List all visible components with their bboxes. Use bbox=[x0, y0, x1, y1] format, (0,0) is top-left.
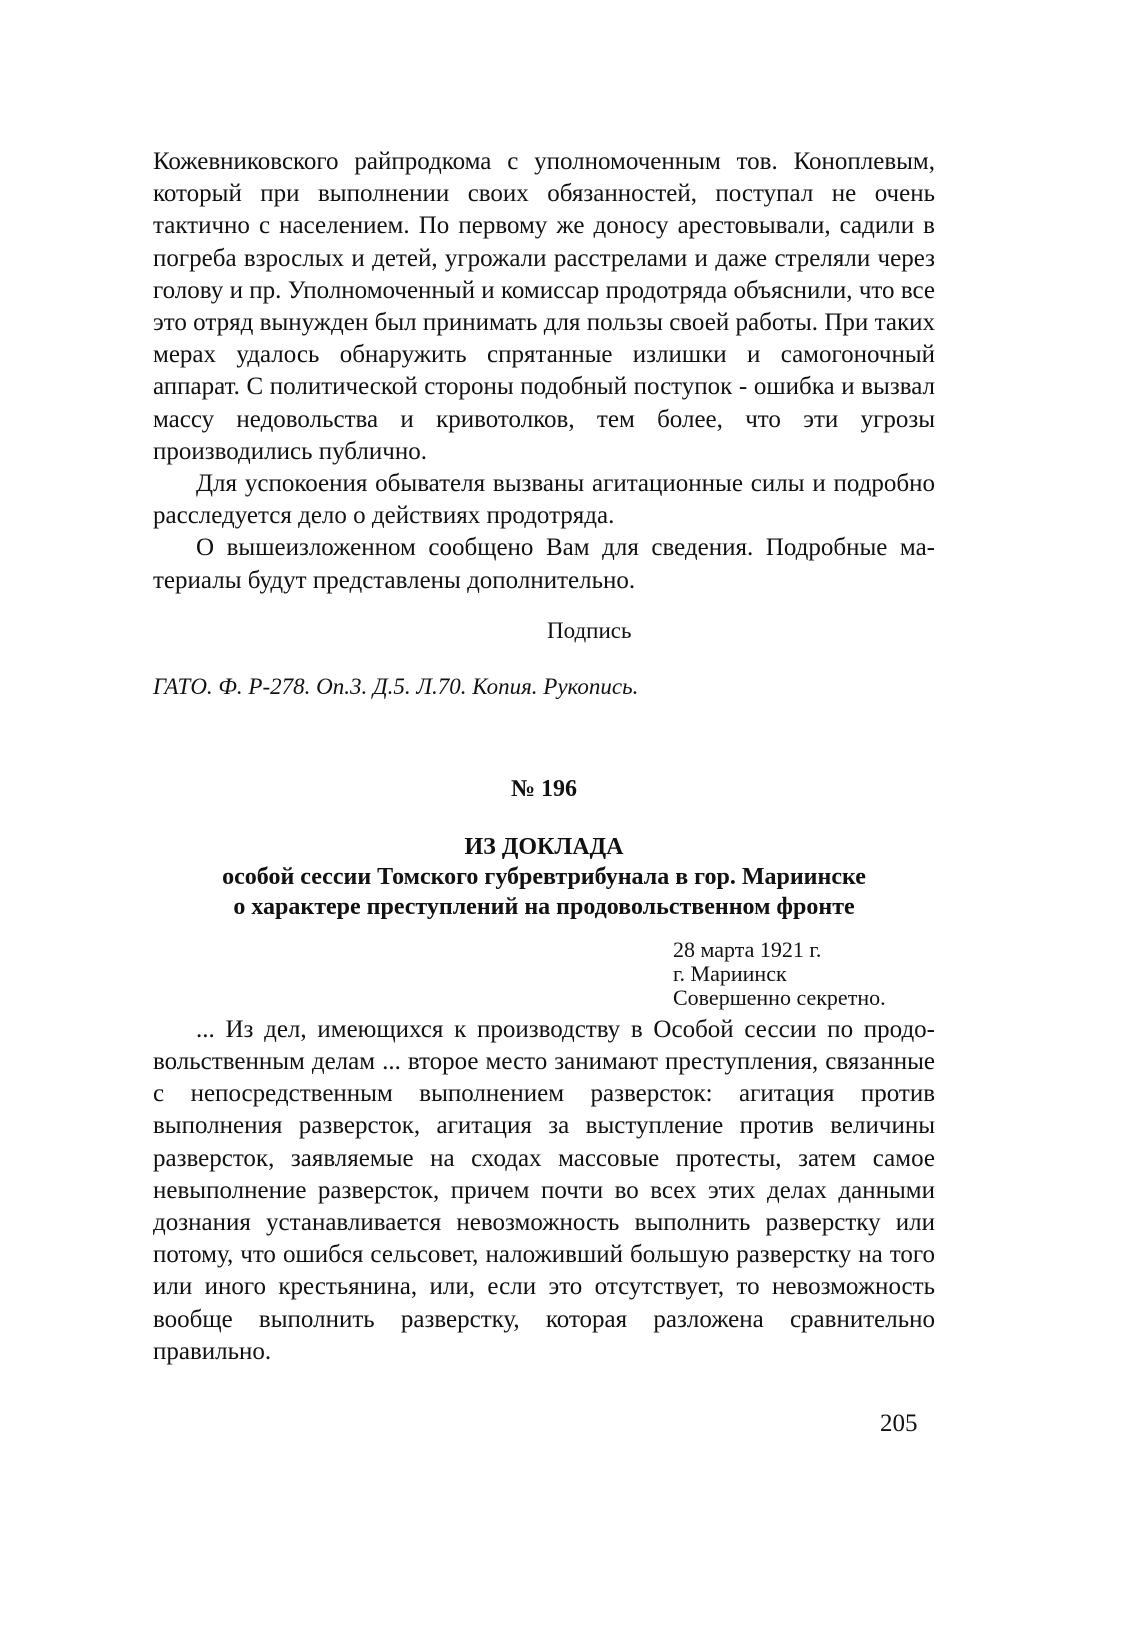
document-meta bbox=[153, 938, 935, 1010]
archive-source: ГАТО. Ф. Р-278. Оп.3. Д.5. Л.70. Копия. Рукопись. bbox=[153, 673, 639, 699]
document-subtitle-line-1: особой сессии Томского губревтрибунала в гор. Мариинске bbox=[222, 863, 866, 890]
page-number: 205 bbox=[880, 1410, 918, 1437]
document-number: № 196 bbox=[510, 775, 578, 802]
document-title: ИЗ ДОКЛАДА bbox=[464, 833, 624, 860]
document-date: 28 марта 1921 г. bbox=[673, 936, 822, 962]
doc2-paragraph: ... Из дел, имеющихся к производству в Особой сессии по продовольственным делам ... второе место занимают преступления, связанные с непосредственным выполнением разверсток: агитация против выполнения разверсток, агитация за выступление против величины разверсток, заявляемые на сходах массовые протесты, затем самое невыполнение разверсток, причем почти во всех этих делах данными дознания устанавливается невозможность выполнить разверстку или потому, что ошибся сельсовет, наложивший большую разверстку на того или иного крестьянина, или, если это отсутствует, то невозможность вообще выполнить разверстку, которая разложена сравнительно правильно. bbox=[153, 1015, 935, 1365]
signature: Подпись bbox=[547, 617, 632, 643]
document-heading bbox=[153, 832, 935, 922]
doc1-paragraph-2: Для успокоения обывателя вызваны агитационные силы и подробно расследуется дело о действиях продотряда. bbox=[153, 470, 935, 530]
document-place: г. Мариинск bbox=[673, 960, 787, 986]
document-classification: Совершенно секретно. bbox=[673, 984, 886, 1010]
doc1-paragraph-3: О вышеизложенном сообщено Вам для сведения. Подробные материалы будут представлены дополнительно. bbox=[153, 534, 935, 594]
doc1-paragraph-1: Кожевниковского райпродкома с уполномоченным тов. Коноплевым, который при выполнении своих обязанностей, поступал не очень тактично с населением. По первому же доносу арестовывали, садили в погреба взрослых и детей, угрожали расстрелами и даже стреляли через голову и пр. Уполномоченный и комиссар продотряда объяснили, что все это отряд вынужден был принимать для пользы своей работы. При таких мерах удалось обнаружить спрятанные излишки и самогоночный аппарат. С политической стороны подобный поступок - ошибка и вызвал массу недовольства и кривотолков, тем более, что эти угрозы производились публично. bbox=[153, 148, 935, 465]
document-subtitle-line-2: о характере преступлений на продовольственном фронте bbox=[233, 893, 855, 920]
page-content bbox=[153, 146, 935, 1368]
